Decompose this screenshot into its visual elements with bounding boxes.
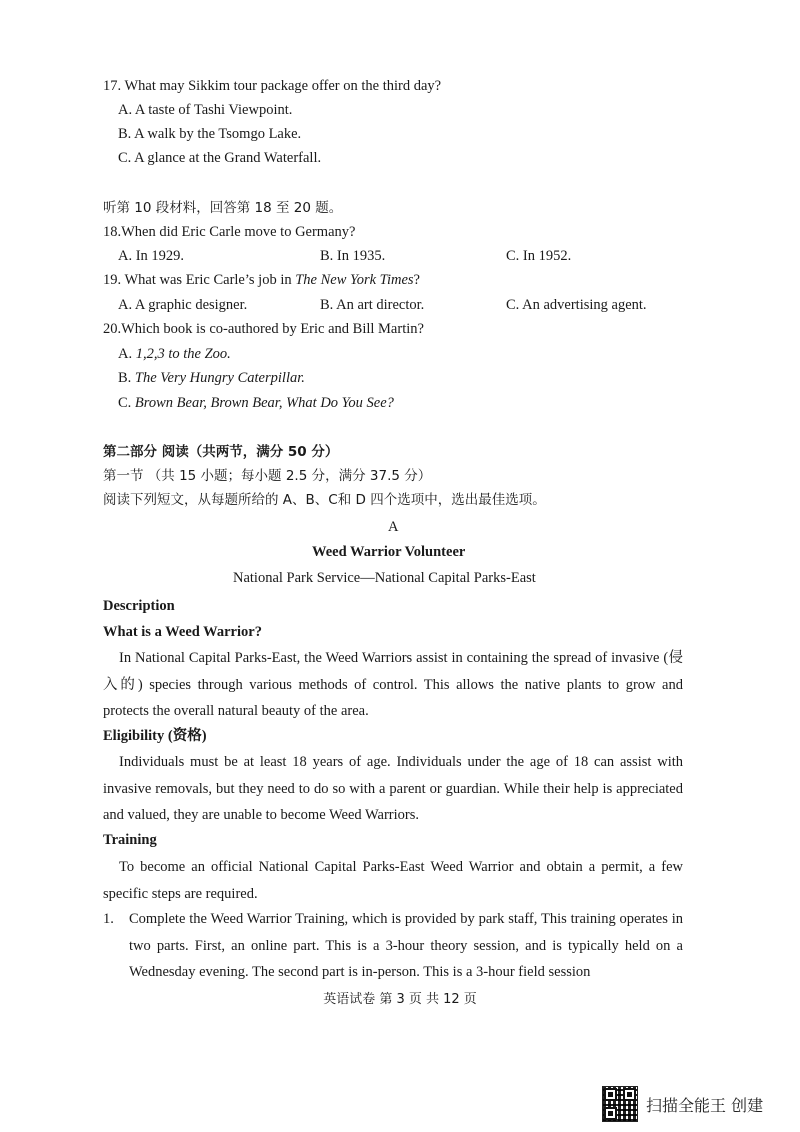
part-2-heading: 第二部分 阅读（共两节，满分 50 分） — [103, 444, 339, 460]
training-text: To become an official National Capital Parks-East Weed Warrior and obtain a permit, a few specific steps are required. — [103, 859, 683, 902]
question-19 — [103, 270, 420, 290]
passage-letter: A — [388, 519, 399, 535]
q19-mark: ? — [413, 272, 420, 288]
eligibility-paragraph — [103, 749, 683, 829]
scanner-watermark — [602, 1086, 763, 1122]
eligibility-heading: Eligibility (资格) — [103, 728, 207, 744]
eligibility-text: Individuals must be at least 18 years of age. Individuals under the age of 18 can assist with invasive removals, but they need to do so with a parent or guardian. While their help is appreciated and valued, they are unable to become Weed Warriors. — [103, 754, 683, 823]
q20-option-c — [118, 393, 394, 413]
section-10-instruction: 听第 10 段材料，回答第 18 至 20 题。 — [103, 200, 343, 216]
q18-option-a: A. In 1929. — [118, 248, 185, 264]
description-heading: Description — [103, 598, 175, 614]
q20-c-letter: C. — [118, 395, 135, 411]
q20-b-letter: B. — [118, 370, 135, 386]
q17-option-c: C. A glance at the Grand Waterfall. — [118, 150, 322, 166]
what-heading: What is a Weed Warrior? — [103, 624, 262, 640]
passage-title: Weed Warrior Volunteer — [312, 544, 466, 560]
q19-newspaper-title: The New York Times — [295, 272, 414, 288]
training-heading: Training — [103, 832, 157, 848]
q19-option-b: B. An art director. — [320, 297, 425, 313]
qr-code-icon — [602, 1086, 638, 1122]
part-2-instruction: 阅读下列短文，从每题所给的 A、B、C和 D 四个选项中，选出最佳选项。 — [103, 492, 546, 508]
q17-option-a: A. A taste of Tashi Viewpoint. — [118, 102, 293, 118]
q20-a-letter: A. — [118, 346, 136, 362]
q19-text: 19. What was Eric Carle’s job in — [103, 272, 296, 288]
step-1-text: Complete the Weed Warrior Training, which is provided by park staff, This training operates in two parts. First, an online part. This is a 3-hour theory session, and is typically held on a Wednesday evening. The second part is in-person. This is a 3-hour field session — [129, 911, 683, 980]
question-17: 17. What may Sikkim tour package offer on the third day? — [103, 78, 442, 94]
what-paragraph — [103, 645, 683, 725]
passage-subtitle: National Park Service—National Capital Parks-East — [233, 570, 536, 586]
part-2-section-1: 第一节 （共 15 小题；每小题 2.5 分，满分 37.5 分） — [103, 468, 432, 484]
q18-option-b: B. In 1935. — [320, 248, 386, 264]
q17-option-b: B. A walk by the Tsomgo Lake. — [118, 126, 302, 142]
training-paragraph — [103, 854, 683, 907]
q20-b-text: The Very Hungry Caterpillar. — [134, 370, 305, 386]
q20-option-a — [118, 344, 231, 364]
what-text: In National Capital Parks-East, the Weed Warriors assist in containing the spread of invasive (侵入的) species through various methods of control. This allows the native plants to grow and protects the overall natural beauty of the area. — [103, 650, 683, 719]
question-20: 20.Which book is co-authored by Eric and Bill Martin? — [103, 321, 424, 337]
scanner-label: 扫描全能王 创建 — [646, 1095, 764, 1115]
question-18: 18.When did Eric Carle move to Germany? — [103, 224, 356, 240]
q18-option-c: C. In 1952. — [506, 248, 572, 264]
page-footer: 英语试卷 第 3 页 共 12 页 — [323, 992, 477, 1007]
q19-option-a: A. A graphic designer. — [118, 297, 248, 313]
step-1-number: 1. — [103, 911, 114, 927]
q19-option-c: C. An advertising agent. — [506, 297, 647, 313]
q20-c-text: Brown Bear, Brown Bear, What Do You See? — [134, 395, 394, 411]
q20-a-text: 1,2,3 to the Zoo. — [135, 346, 231, 362]
q20-option-b — [118, 368, 305, 388]
training-step-1 — [103, 906, 683, 986]
